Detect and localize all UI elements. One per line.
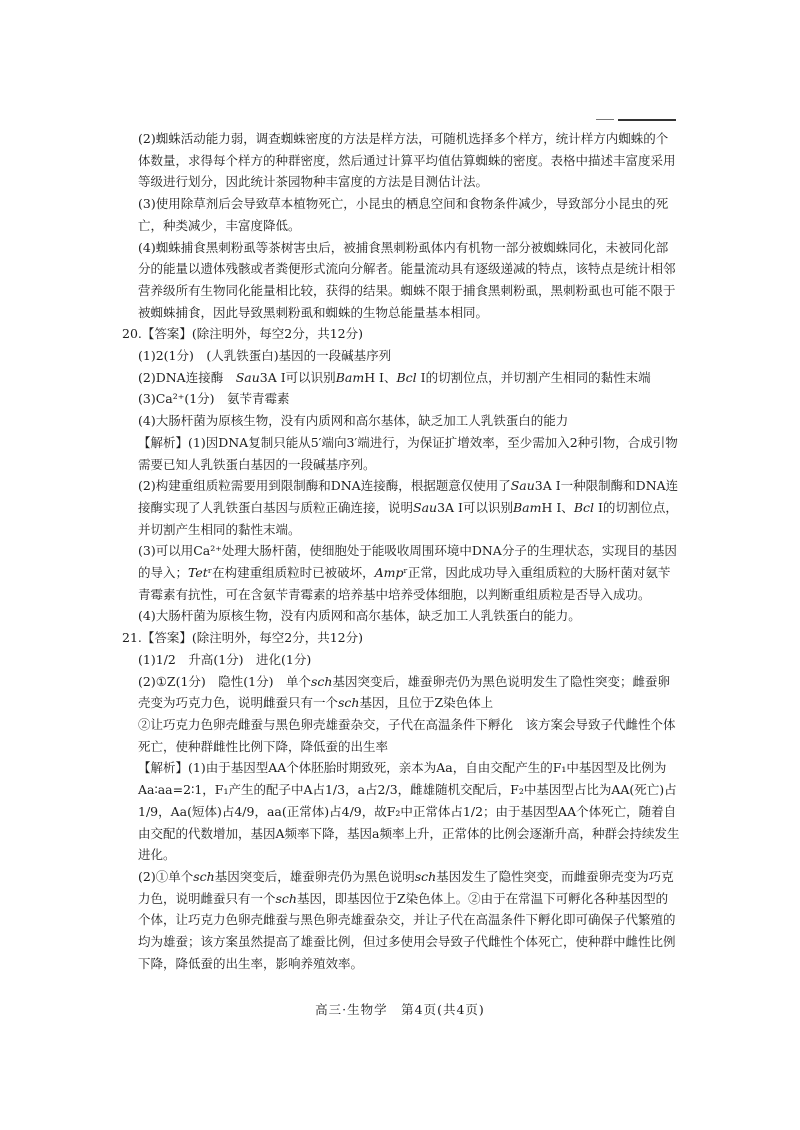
- q20-e2-text: 3A Ⅰ一种限制酶和DNA连接酶实现了人乳铁蛋白基因与质粒正确连接，说明: [138, 478, 679, 515]
- q19-part3: (3)使用除草剂后会导致草本植物死亡，小昆虫的栖息空间和食物条件减少，导致部分小昆虫的死亡，种类减少，丰富度降低。: [138, 196, 669, 233]
- q20-answer-3: (3)Ca²⁺(1分) 氨苄青霉素: [138, 391, 290, 407]
- q21-answer-3: ②让巧克力色卵壳雌蚕与黑色卵壳雄蚕杂交，子代在高温条件下孵化 该方案会导致子代雌性个体死亡，使种群雌性比例下降，降低蚕的出生率: [138, 716, 676, 754]
- gene-amp: Amp: [374, 565, 404, 581]
- q21-a2-text: (2)①Z(1分) 隐性(1分) 单个: [138, 673, 312, 689]
- q20-explanation-1: 【解析】(1)因DNA复制只能从5′端向3′端进行，为保证扩增效率，至少需加入2种引物，合成引物需要已知人乳铁蛋白基因的一段碱基序列。: [138, 434, 678, 472]
- q20-e2-text: H Ⅰ、: [541, 499, 574, 515]
- gene-sch: sch: [338, 695, 360, 711]
- q20-explanation-4: (4)大肠杆菌为原核生物，没有内质网和高尔基体，缺乏加工人乳铁蛋白的能力。: [138, 608, 581, 624]
- q21-explanation-1: 【解析】(1)由于基因型AA个体胚胎时期致死，亲本为Aa，自由交配产生的F₁中基因型及比例为Aa∶aa=2∶1，F₁产生的配子中A占1/3，a占2/3，雌雄随机交配后，F₂中基因型占比为AA(死亡)占1/9，Aa(短体)占4/9，aa(正常体)占4/9，故F₂中正常体占1/2；由于基因型AA个体死亡，随着自由交配的代数增加，基因A频率下降，基因a频率上升，正常体的比例会逐渐升高，种群会持续发生进化。: [138, 760, 680, 863]
- q20-explanation-2: [138, 475, 680, 540]
- gene-sch: sch: [275, 890, 297, 906]
- q20-e2-text: 3A Ⅰ可以识别: [437, 499, 513, 515]
- q21-e2-text: 基因突变后，雄蚕卵壳仍为黑色说明: [214, 868, 415, 884]
- header-rule: [618, 119, 676, 121]
- q21-explanation-2: [138, 866, 680, 975]
- q20-answer-4: (4)大肠杆菌为原核生物，没有内质网和高尔基体，缺乏加工人乳铁蛋白的能力: [138, 413, 569, 429]
- q20-a2-text: (2)DNA连接酶: [138, 369, 236, 385]
- q20-e2-text: (2)构建重组质粒需要用到限制酶和DNA连接酶，根据题意仅使用了: [138, 478, 511, 494]
- gene-sch: sch: [414, 868, 437, 884]
- q20-answer-heading: 20.【答案】(除注明外，每空2分，共12分): [122, 326, 363, 342]
- q20-explanation-3: [138, 540, 680, 605]
- enzyme-sau: Sau: [510, 478, 535, 494]
- enzyme-bam: Bam: [513, 499, 542, 515]
- q20-answer-2: [138, 367, 680, 389]
- enzyme-bcl: Bcl: [396, 369, 417, 385]
- q21-a2-text: 基因，且位于Z染色体上: [359, 695, 494, 711]
- gene-tet: Tet: [188, 565, 208, 581]
- q20-e2-text: Ⅰ的切割位点，并切割产生相同的黏性末端。: [138, 499, 678, 537]
- answer-sheet-body: [122, 128, 680, 974]
- q20-e3-text: ʳ在构建重组质粒时已被破坏，: [207, 565, 375, 581]
- enzyme-bam: Bam: [335, 369, 365, 385]
- q21-answer-2: [138, 671, 680, 714]
- q20-answer-1: (1)2(1分) (人乳铁蛋白)基因的一段碱基序列: [138, 348, 392, 364]
- enzyme-sau: Sau: [413, 499, 438, 515]
- q21-a2-text: 基因突变后，雄蚕卵壳仍为黑色说明发生了隐性突变；雌蚕卵壳变为巧克力色，说明雌蚕只有一个: [138, 673, 670, 711]
- q21-e2-text: 基因，即基因位于Z染色体上。②由于在常温下可孵化各种基因型的个体，让巧克力色卵壳雌蚕与黑色卵壳雄蚕杂交，并让子代在高温条件下孵化即可确保子代繁殖的均为雄蚕；该方案虽然提高了雄蚕比例，但过多使用会导致子代雌性个体死亡，使种群中雌性比例下降，降低蚕的出生率，影响养殖效率。: [138, 890, 676, 971]
- q20-a2-text: Ⅰ的切割位点，并切割产生相同的黏性末端: [416, 369, 651, 385]
- q19-part4: (4)蜘蛛捕食黑刺粉虱等茶树害虫后，被捕食黑刺粉虱体内有机物一部分被蜘蛛同化，未被同化部分的能量以遗体残骸或者粪便形式流向分解者。能量流动具有逐级递减的特点，该特点是统计相邻营养级所有生物同化能量相比较，获得的结果。蜘蛛不限于捕食黑刺粉虱，黑刺粉虱也可能不限于被蜘蛛捕食，因此导致黑刺粉虱和蜘蛛的生物总能量基本相同。: [138, 239, 676, 320]
- q20-e3-text: (3)可以用Ca²⁺处理大肠杆菌，使细胞处于能吸收周围环境中DNA分子的生理状态，实现目的基因的导入；: [138, 543, 677, 581]
- gene-sch: sch: [311, 673, 333, 689]
- q20-a2-text: 3A Ⅰ可以识别: [259, 369, 336, 385]
- gene-sch: sch: [193, 868, 215, 884]
- q19-part2: (2)蜘蛛活动能力弱，调查蜘蛛密度的方法是样方法，可随机选择多个样方，统计样方内蜘蛛的个体数量，求得每个样方的种群密度，然后通过计算平均值估算蜘蛛的密度。表格中描述丰富度采用等级进行划分，因此统计茶园物种丰富度的方法是目测估计法。: [138, 131, 676, 190]
- q20-a2-text: H Ⅰ、: [364, 369, 397, 385]
- q21-answer-1: (1)1/2 升高(1分) 进化(1分): [138, 651, 312, 667]
- q21-e2-text: 基因发生了隐性突变，而雌蚕卵壳变为巧克力色，说明雌蚕只有一个: [138, 868, 674, 906]
- q21-e2-text: (2)①单个: [138, 868, 194, 884]
- q20-e3-text: ʳ正常，因此成功导入重组质粒的大肠杆菌对氨苄青霉素有抗性，可在含氨苄青霉素的培养基中培养受体细胞，以判断重组质粒是否导入成功。: [138, 565, 671, 602]
- enzyme-sau: Sau: [235, 369, 260, 385]
- enzyme-bcl: Bcl: [573, 499, 594, 515]
- page-footer: 高三·生物学 第4页(共4页): [315, 1002, 485, 1017]
- q21-answer-heading: 21.【答案】(除注明外，每空2分，共12分): [122, 630, 363, 646]
